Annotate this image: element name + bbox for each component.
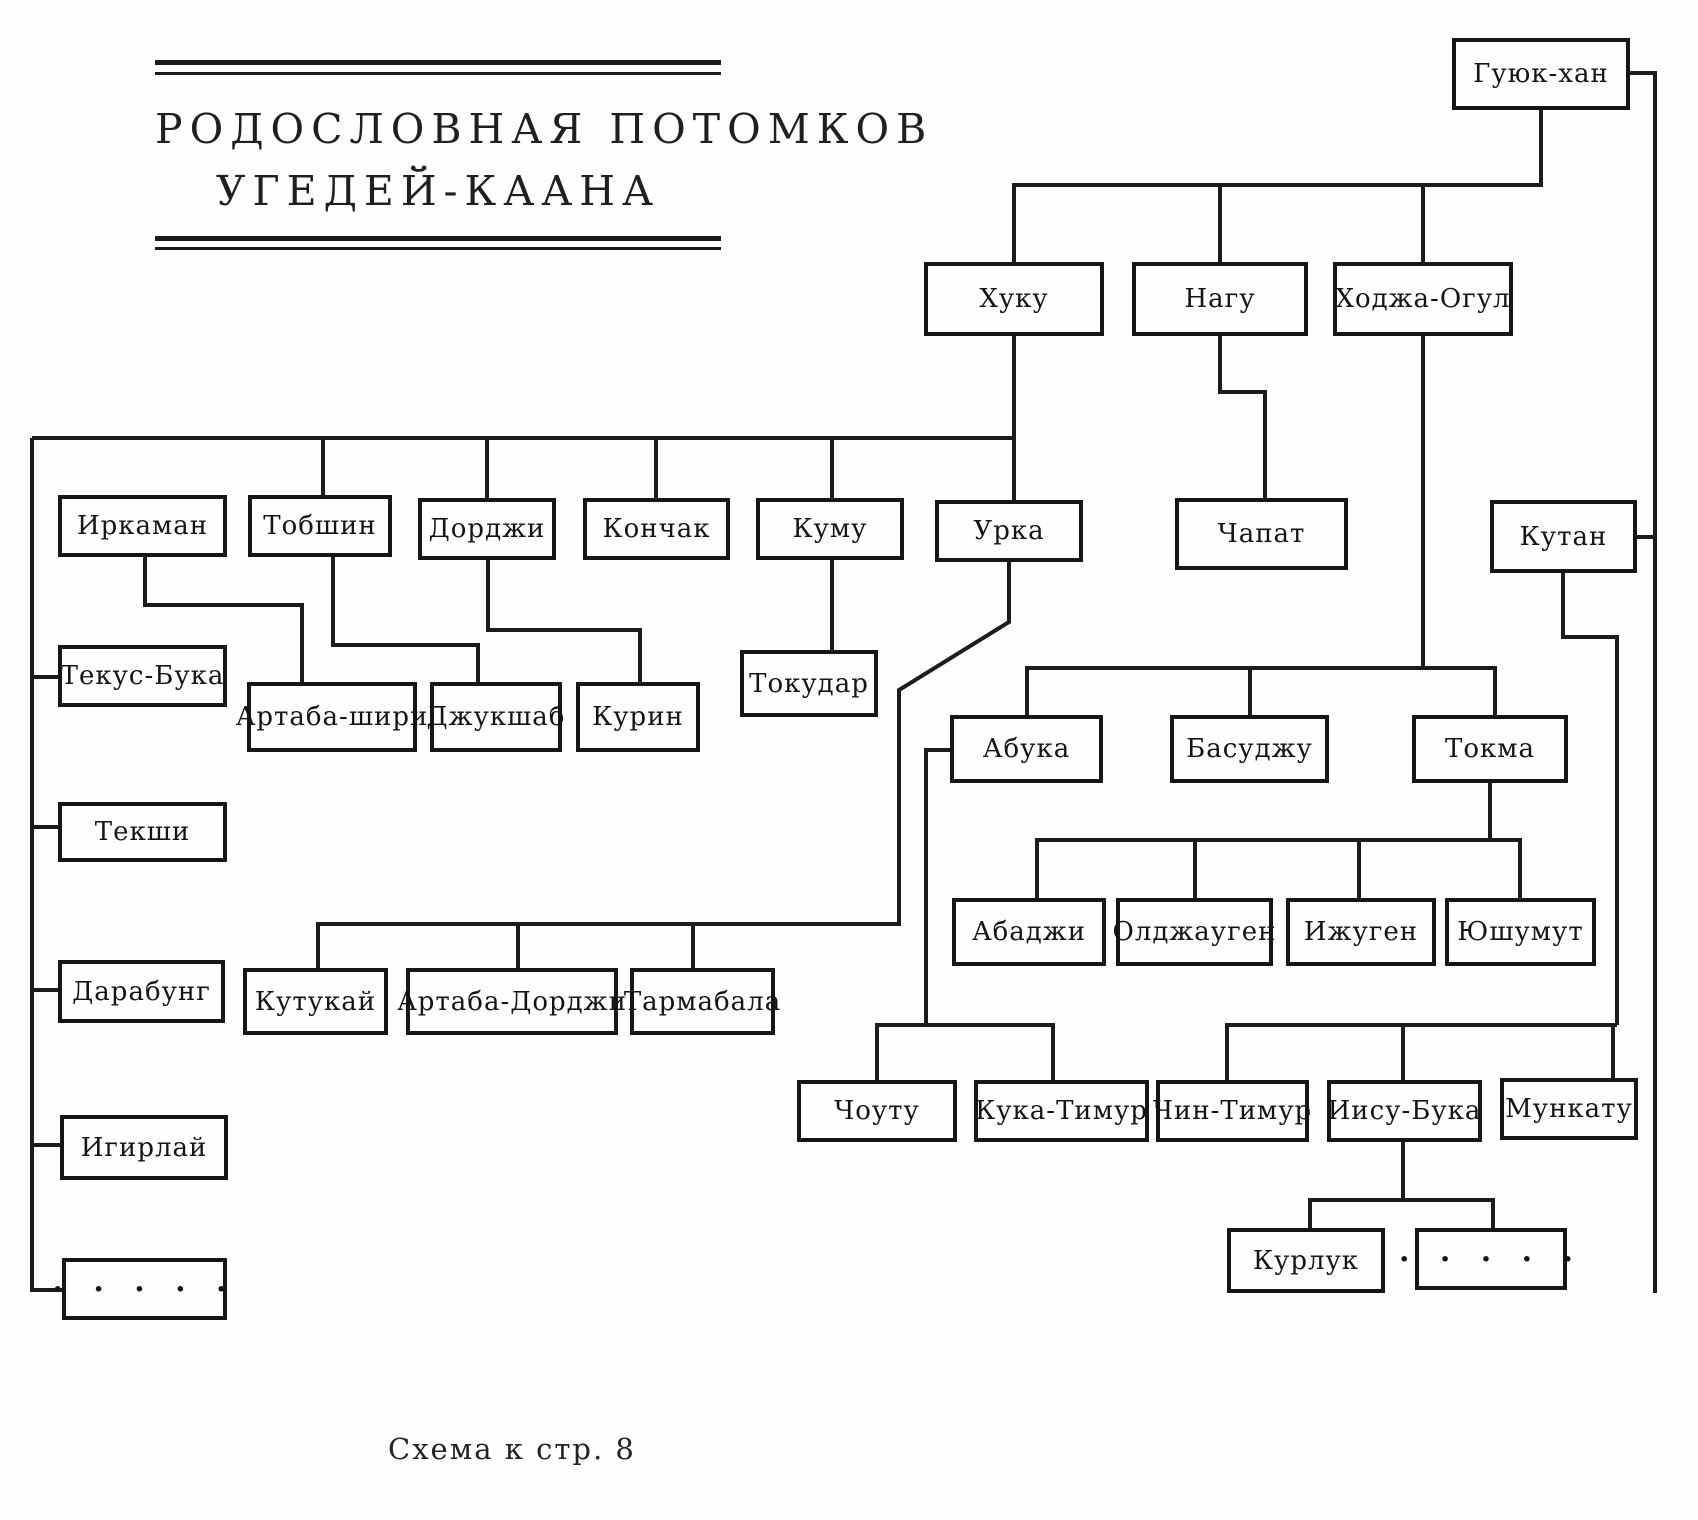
tree-node-tekshi: Текши: [58, 802, 227, 862]
tree-node-khodzha-ogul: Ходжа-Огул: [1333, 262, 1513, 336]
connector: [1027, 668, 1495, 715]
tree-node-chin-timur: Чин-Тимур: [1156, 1080, 1309, 1142]
tree-node-guyuk-khan: Гуюк-хан: [1452, 38, 1630, 110]
tree-node-choutu: Чоуту: [797, 1080, 957, 1142]
tree-node-tokudar: Токудар: [740, 650, 878, 717]
tree-node-irkaman: Иркаман: [58, 495, 227, 557]
tree-node-kurluk: Курлук: [1227, 1228, 1385, 1293]
tree-node-kumu: Куму: [756, 498, 904, 560]
tree-node-nagu: Нагу: [1132, 262, 1308, 336]
tree-node-kuka-timur: Кука-Тимур: [974, 1080, 1149, 1142]
tree-node-urka: Урка: [935, 500, 1083, 562]
tree-node-dzhukshab: Джукшаб: [430, 682, 562, 752]
connector: [877, 1025, 1053, 1080]
tree-node-oldzhaugen: Олджауген: [1116, 898, 1273, 966]
connector: [1220, 336, 1265, 498]
tree-node-munkatu: Мункату: [1500, 1078, 1638, 1140]
connector: [1310, 1200, 1493, 1228]
tree-node-kutukay: Кутукай: [243, 968, 388, 1035]
tree-node-chapat: Чапат: [1175, 498, 1348, 570]
tree-node-basudzhu: Басуджу: [1170, 715, 1329, 783]
tree-node-darabung: Дарабунг: [58, 960, 225, 1023]
tree-node-kurin: Курин: [576, 682, 700, 752]
tree-node-tobshin: Тобшин: [248, 495, 392, 557]
tree-node-kutan: Кутан: [1490, 500, 1637, 573]
tree-node-konchak: Кончак: [583, 498, 730, 560]
tree-node-tekus-buka: Текус-Бука: [58, 645, 227, 707]
tree-node-unnamed-right: · · · · ·: [1415, 1228, 1567, 1290]
tree-node-khuku: Хуку: [924, 262, 1104, 336]
connector: [32, 438, 62, 1290]
tree-node-abuka: Абука: [950, 715, 1103, 783]
connector: [318, 562, 1009, 968]
page-caption: Схема к стр. 8: [388, 1432, 636, 1466]
tree-node-tokma: Токма: [1412, 715, 1568, 783]
tree-node-iisu-buka: Иису-Бука: [1327, 1080, 1482, 1142]
tree-node-izhugen: Ижуген: [1286, 898, 1436, 966]
tree-node-abadzhi: Абаджи: [952, 898, 1106, 966]
tree-node-artaba-dordzhi: Артаба-Дорджи: [406, 968, 618, 1035]
connector: [1014, 110, 1541, 262]
connector: [1227, 1025, 1617, 1080]
connector: [1037, 840, 1520, 898]
tree-node-dordzhi: Дорджи: [418, 498, 556, 560]
tree-node-unnamed-left: · · · · ·: [62, 1258, 227, 1320]
diagram-title-line1: РОДОСЛОВНАЯ ПОТОМКОВ: [155, 105, 934, 153]
tree-node-igirlay: Игирлай: [60, 1115, 228, 1180]
connector: [488, 560, 640, 682]
tree-node-yushumut: Юшумут: [1445, 898, 1596, 966]
tree-node-artaba-shiri: Артаба-шири: [247, 682, 417, 752]
diagram-title-line2: УГЕДЕЙ-КААНА: [215, 167, 661, 215]
tree-node-tarmabala: Тармабала: [630, 968, 775, 1035]
connector: [926, 750, 950, 1025]
connector: [333, 557, 478, 682]
